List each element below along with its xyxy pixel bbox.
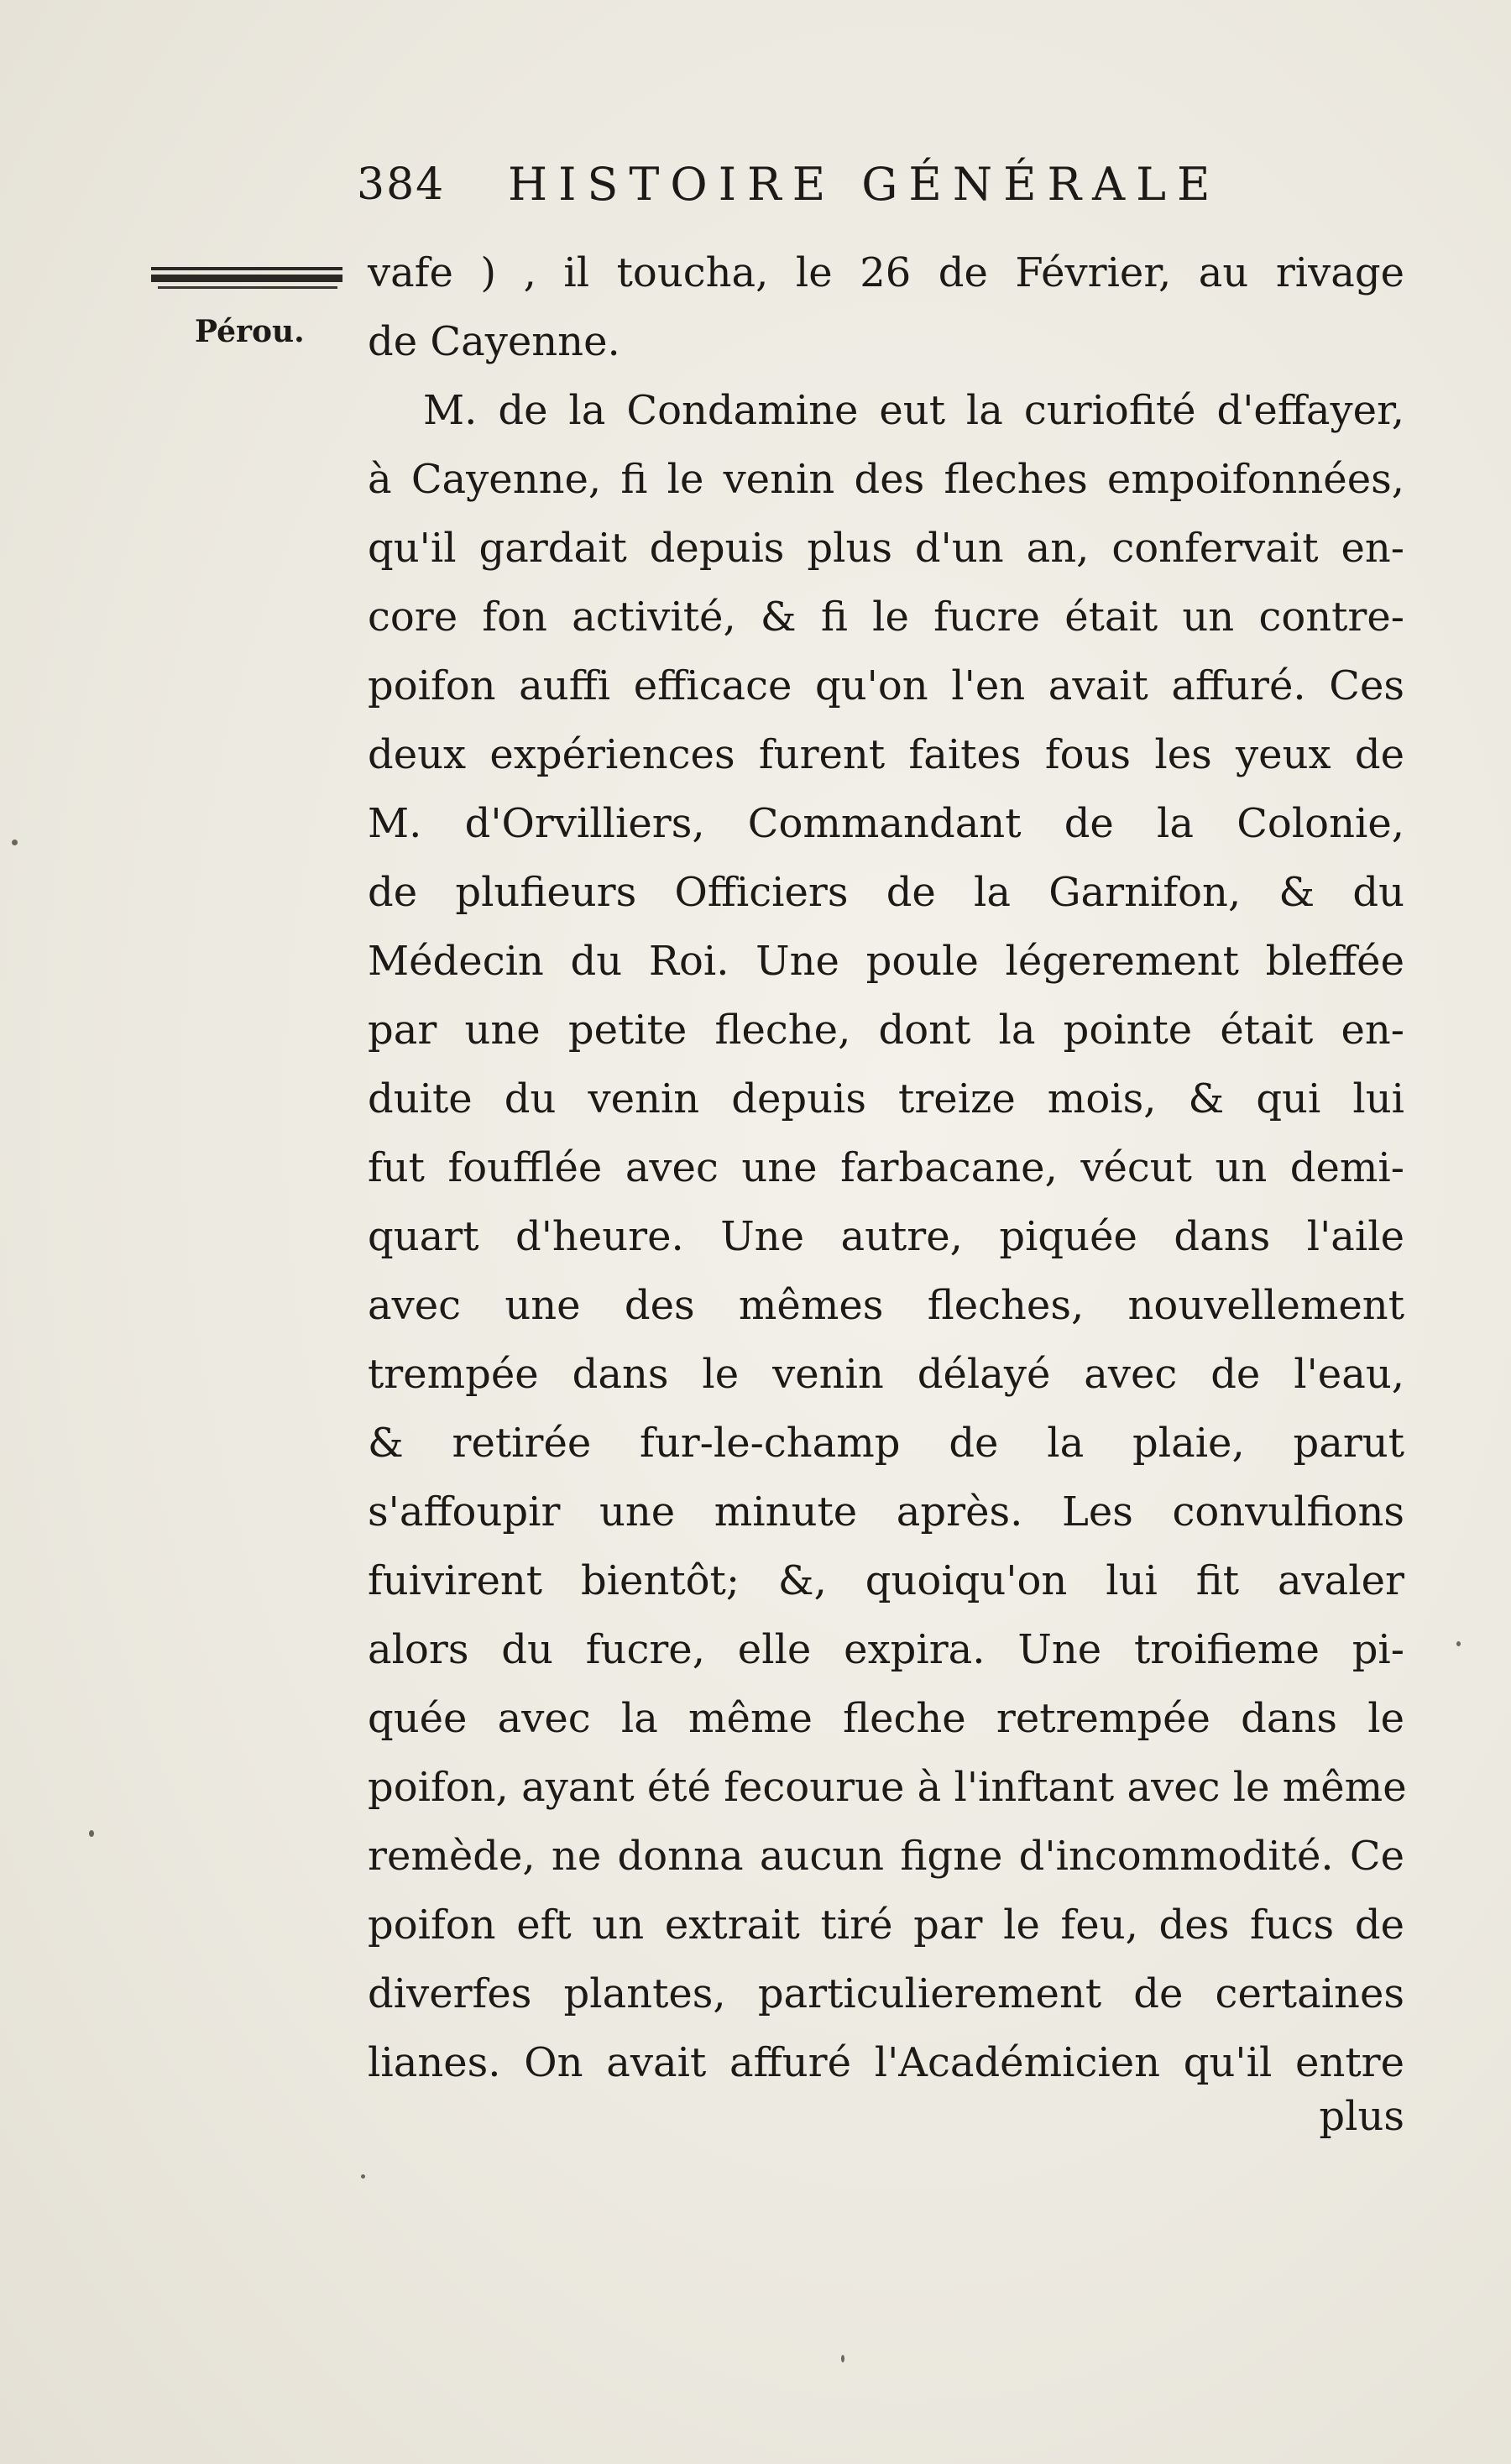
text-line: poifon eft un extrait tiré par le feu, des fucs de (368, 1902, 1404, 1949)
text-line: par une petite fleche, dont la pointe était en- (368, 1007, 1404, 1054)
running-head (357, 151, 1406, 227)
text-line: deux expériences furent faites fous les yeux de (368, 731, 1404, 778)
page-number: 384 (357, 160, 446, 210)
text-line: diverfes plantes, particulierement de certaines (368, 1970, 1404, 2017)
text-line: lianes. On avait affuré l'Académicien qu'il entre (368, 2039, 1404, 2086)
text-line: quart d'heure. Une autre, piquée dans l'aile (368, 1213, 1404, 1260)
text-line: core fon activité, & fi le fucre était un contre- (368, 594, 1404, 641)
text-line: M. de la Condamine eut la curiofité d'effayer, (423, 387, 1404, 434)
text-line: remède, ne donna aucun figne d'incommodité. Ce (368, 1833, 1404, 1880)
text-line: de plufieurs Officiers de la Garnifon, & du (368, 869, 1404, 916)
paper-speck (89, 1830, 94, 1837)
text-line: à Cayenne, fi le venin des fleches empoifonnées, (368, 456, 1404, 503)
text-line: de Cayenne. (368, 318, 620, 365)
paper-speck (12, 840, 18, 845)
text-line: s'affoupir une minute après. Les convulfions (368, 1488, 1404, 1535)
text-line: duite du venin depuis treize mois, & qui lui (368, 1075, 1404, 1122)
running-head-title: HISTOIRE GÉNÉRALE (508, 158, 1221, 211)
text-line: poifon, ayant été fecourue à l'inftant avec le même (368, 1764, 1407, 1811)
body-text (368, 238, 1407, 2097)
text-line: vafe ) , il toucha, le 26 de Février, au rivage (368, 249, 1404, 296)
text-line: quée avec la même fleche retrempée dans le (368, 1695, 1404, 1742)
paper-speck (361, 2174, 365, 2179)
text-line: fuivirent bientôt; &, quoiqu'on lui fit avaler (368, 1557, 1404, 1604)
text-line: Médecin du Roi. Une poule légerement bleffée (368, 938, 1404, 985)
text-line: & retirée fur-le-champ de la plaie, parut (368, 1420, 1404, 1467)
text-line: M. d'Orvilliers, Commandant de la Colonie, (368, 800, 1404, 847)
text-line: poifon auffi efficace qu'on l'en avait affuré. Ces (368, 662, 1404, 709)
paper-speck (841, 2355, 844, 2362)
text-line: avec une des mêmes fleches, nouvellement (368, 1282, 1404, 1329)
text-line: qu'il gardait depuis plus d'un an, confervait en- (368, 525, 1404, 572)
paper-speck (1456, 1641, 1461, 1646)
text-line: alors du fucre, elle expira. Une troifieme pi- (368, 1626, 1404, 1673)
margin-rule-ornament (151, 267, 342, 292)
text-line: fut foufflée avec une farbacane, vécut un demi- (368, 1144, 1404, 1191)
text-line: trempée dans le venin délayé avec de l'eau, (368, 1351, 1404, 1398)
catchword: plus (1319, 2093, 1404, 2140)
margin-note: Pérou. (195, 314, 305, 349)
